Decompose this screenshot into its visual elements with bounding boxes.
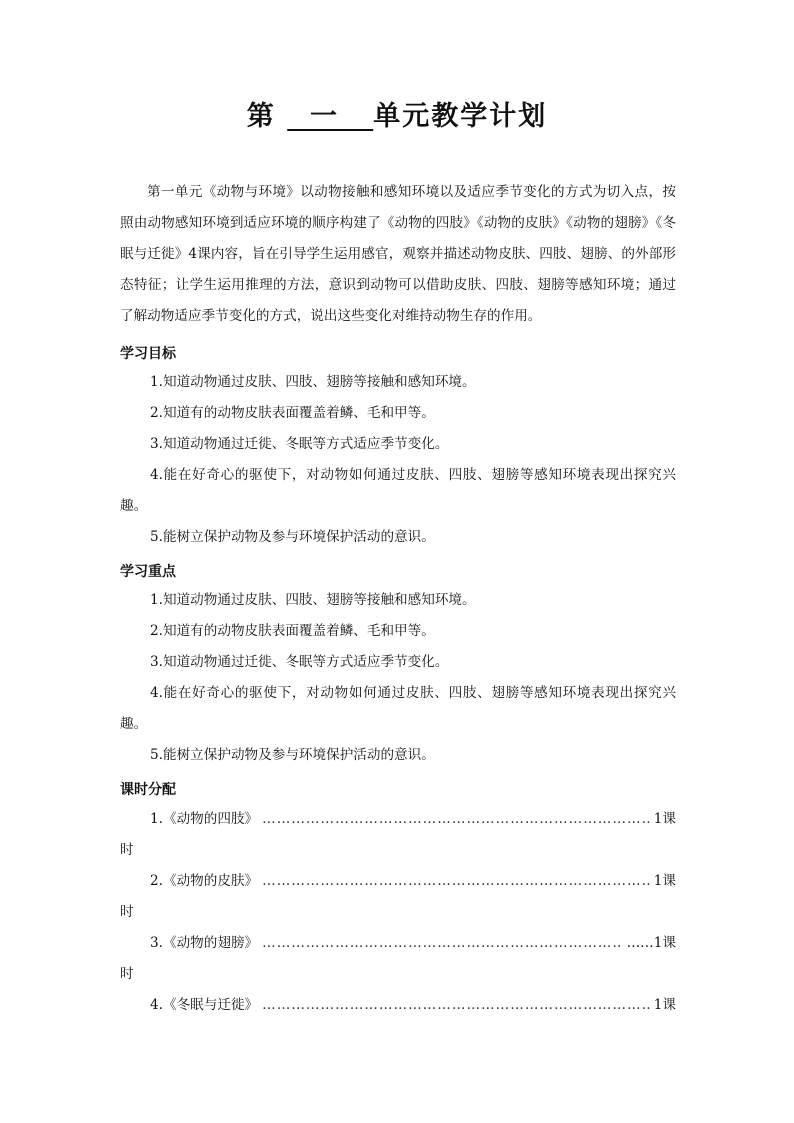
lesson-hours: 1课 (653, 873, 676, 889)
dot-leader (262, 990, 650, 1021)
lesson-hours: 1课 (653, 997, 676, 1013)
lesson-entry (120, 804, 676, 866)
lesson-entry (120, 928, 676, 990)
keypoint-item: 1.知道动物通过皮肤、四肢、翅膀等接触和感知环境。 (150, 592, 476, 608)
keypoint-item: 5.能树立保护动物及参与环境保护活动的意识。 (150, 747, 435, 763)
keypoint-item: 4.能在好奇心的驱使下，对动物如何通过皮肤、四肢、翅膀等感知环境表现出探究兴趣。 (120, 685, 676, 732)
lesson-entry (120, 866, 676, 928)
keypoint-item: 2.知道有的动物皮肤表面覆盖着鳞、毛和甲等。 (150, 623, 435, 639)
dot-leader (262, 804, 650, 835)
goals-heading: 学习目标 (120, 346, 176, 362)
lesson-name: 3.《动物的翅膀》 (150, 935, 259, 951)
keypoints-heading: 学习重点 (120, 564, 176, 580)
goal-item: 4.能在好奇心的驱使下，对动物如何通过皮肤、四肢、翅膀等感知环境表现出探究兴趣。 (120, 467, 676, 514)
lesson-hours-wrap: 时 (120, 842, 134, 858)
page-title (0, 94, 794, 133)
lesson-hours-wrap: 时 (120, 904, 134, 920)
title-suffix: 单元教学计划 (373, 101, 548, 132)
lesson-name: 4.《冬眠与迁徙》 (150, 997, 259, 1013)
lesson-hours-wrap: 时 (120, 966, 134, 982)
intro-paragraph: 第一单元《动物与环境》以动物接触和感知环境以及适应季节变化的方式为切入点，按照由动物感知环境到适应环境的顺序构建了《动物的四肢》《动物的皮肤》《动物的翅膀》《冬眠与迁徙》4课内容，旨在引导学生运用感官，观察并描述动物皮肤、四肢、翅膀、的外部形态特征；让学生运用推理的方法，意识到动物可以借助皮肤、四肢、翅膀等感知环境；通过了解动物适应季节变化的方式，说出这些变化对维持动物生存的作用。 (120, 184, 676, 324)
dot-leader (262, 866, 650, 897)
lesson-name: 1.《动物的四肢》 (150, 811, 259, 827)
goal-item: 2.知道有的动物皮肤表面覆盖着鳞、毛和甲等。 (150, 405, 435, 421)
unit-number: 一 (287, 101, 374, 132)
goal-item: 5.能树立保护动物及参与环境保护活动的意识。 (150, 529, 435, 545)
goal-item: 1.知道动物通过皮肤、四肢、翅膀等接触和感知环境。 (150, 374, 476, 390)
keypoint-item: 3.知道动物通过迁徙、冬眠等方式适应季节变化。 (150, 654, 449, 670)
lesson-entry (120, 990, 676, 1021)
dot-leader (262, 928, 622, 959)
lesson-hours: ……1课 (626, 935, 676, 951)
title-prefix: 第 (246, 101, 288, 132)
goal-item: 3.知道动物通过迁徙、冬眠等方式适应季节变化。 (150, 436, 449, 452)
schedule-heading: 课时分配 (120, 782, 176, 798)
lesson-name: 2.《动物的皮肤》 (150, 873, 259, 889)
lesson-hours: 1课 (653, 811, 676, 827)
